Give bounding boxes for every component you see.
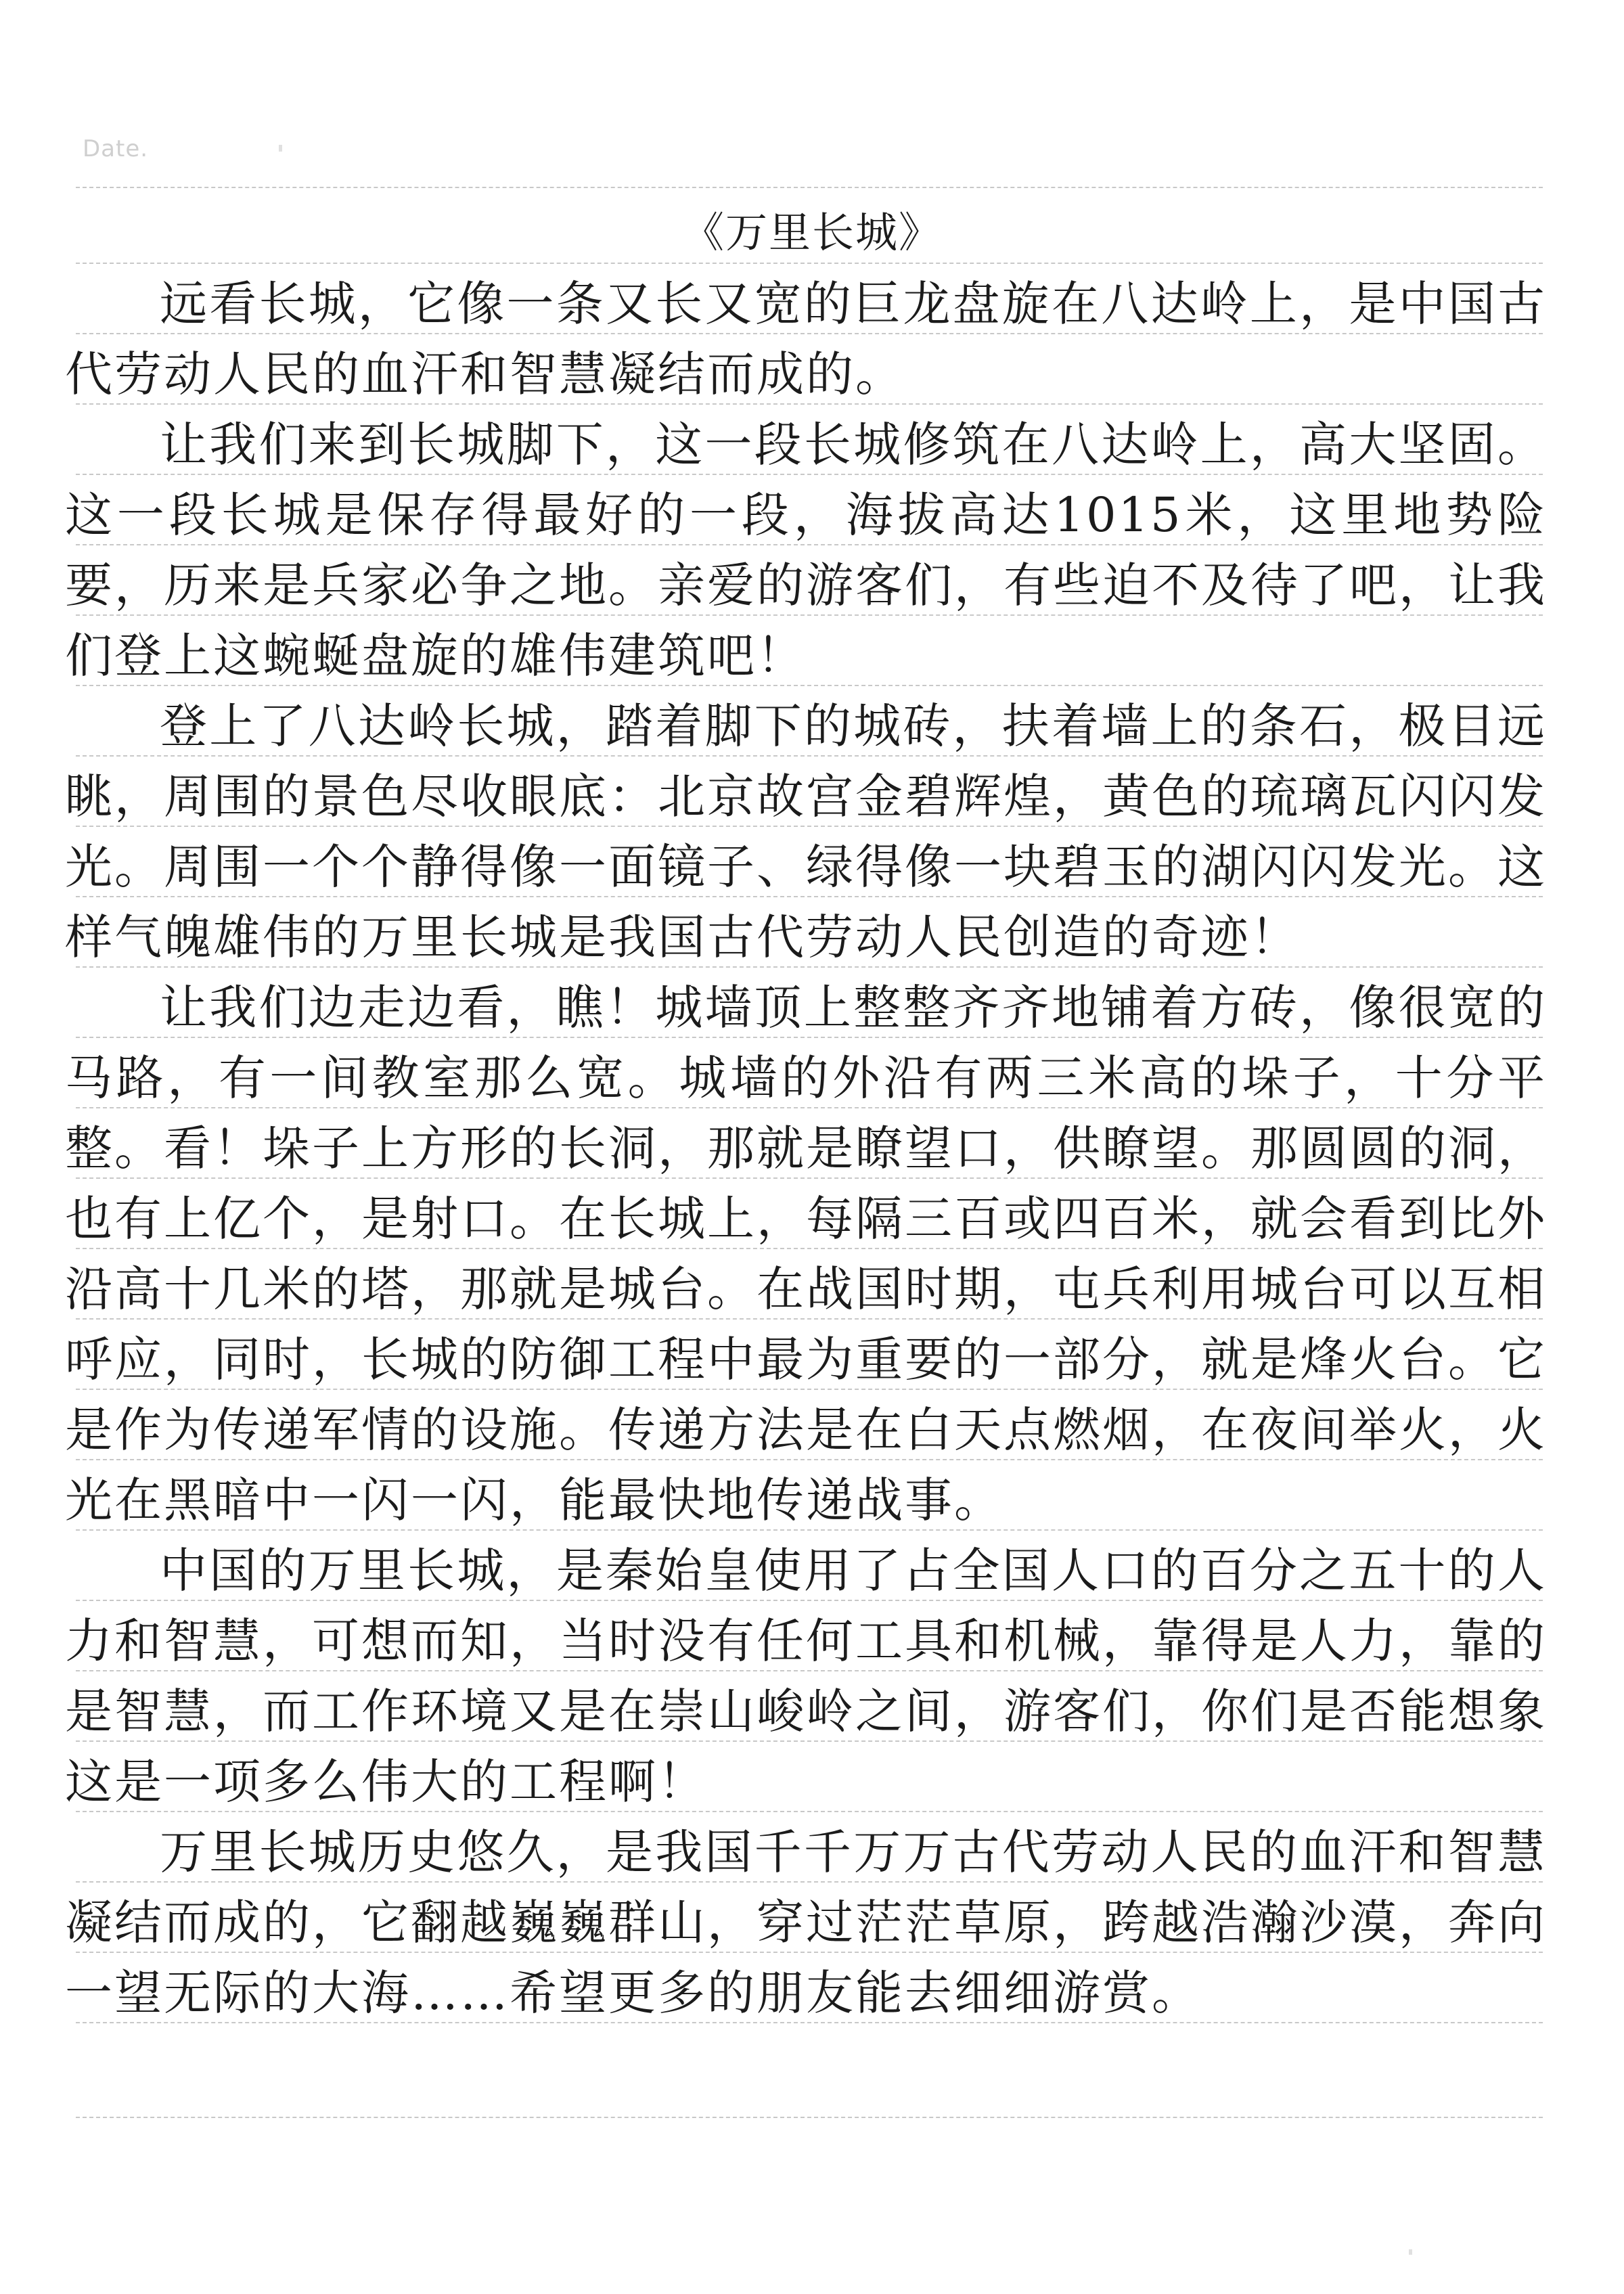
paragraph-6: 万里长城历史悠久，是我国千千万万古代劳动人民的血汗和智慧凝结而成的，它翻越巍巍群山，穿过茫茫草原，跨越浩瀚沙漠，奔向一望无际的大海……希望更多的朋友能去细细游赏。 <box>65 1824 1547 2021</box>
paragraph-4: 让我们边走边看，瞧！城墙顶上整整齐齐地铺着方砖，像很宽的马路，有一间教室那么宽。城墙的外沿有两三米高的垛子，十分平整。看！垛子上方形的长洞，那就是瞭望口，供瞭望。那圆圆的洞，也有上亿个，是射口。在长城上，每隔三百或四百米，就会看到比外沿高十几米的塔，那就是城台。在战国时期，屯兵利用城台可以互相呼应，同时，长城的防御工程中最为重要的一部分，就是烽火台。它是作为传递军情的设施。传递方法是在白天点燃烟，在夜间举火，火光在黑暗中一闪一闪，能最快地传递战事。 <box>65 980 1547 1528</box>
ruled-line <box>76 263 1543 264</box>
ruled-line <box>76 187 1543 188</box>
date-label: Date. <box>83 135 149 162</box>
paragraph-2: 让我们来到长城脚下，这一段长城修筑在八达岭上，高大坚固。这一段长城是保存得最好的一段，海拔高达1015米，这里地势险要，历来是兵家必争之地。亲爱的游客们，有些迫不及待了吧，让我们登上这蜿蜒盘旋的雄伟建筑吧！ <box>65 417 1547 683</box>
paper-mark <box>1409 2249 1412 2255</box>
paragraph-3: 登上了八达岭长城，踏着脚下的城砖，扶着墙上的条石，极目远眺，周围的景色尽收眼底：北京故宫金碧辉煌，黄色的琉璃瓦闪闪发光。周围一个个静得像一面镜子、绿得像一块碧玉的湖闪闪发光。这样气魄雄伟的万里长城是我国古代劳动人民创造的奇迹！ <box>65 698 1547 965</box>
paragraph-5: 中国的万里长城，是秦始皇使用了占全国人口的百分之五十的人力和智慧，可想而知，当时没有任何工具和机械，靠得是人力，靠的是智慧，而工作环境又是在崇山峻岭之间，游客们，你们是否能想象这是一项多么伟大的工程啊！ <box>65 1543 1547 1809</box>
paper-mark <box>279 145 282 152</box>
essay-title: 《万里长城》 <box>681 208 942 257</box>
essay-body <box>65 269 1547 2028</box>
paragraph-1: 远看长城，它像一条又长又宽的巨龙盘旋在八达岭上，是中国古代劳动人民的血汗和智慧凝结而成的。 <box>65 276 1547 402</box>
ruled-line <box>76 2117 1543 2118</box>
